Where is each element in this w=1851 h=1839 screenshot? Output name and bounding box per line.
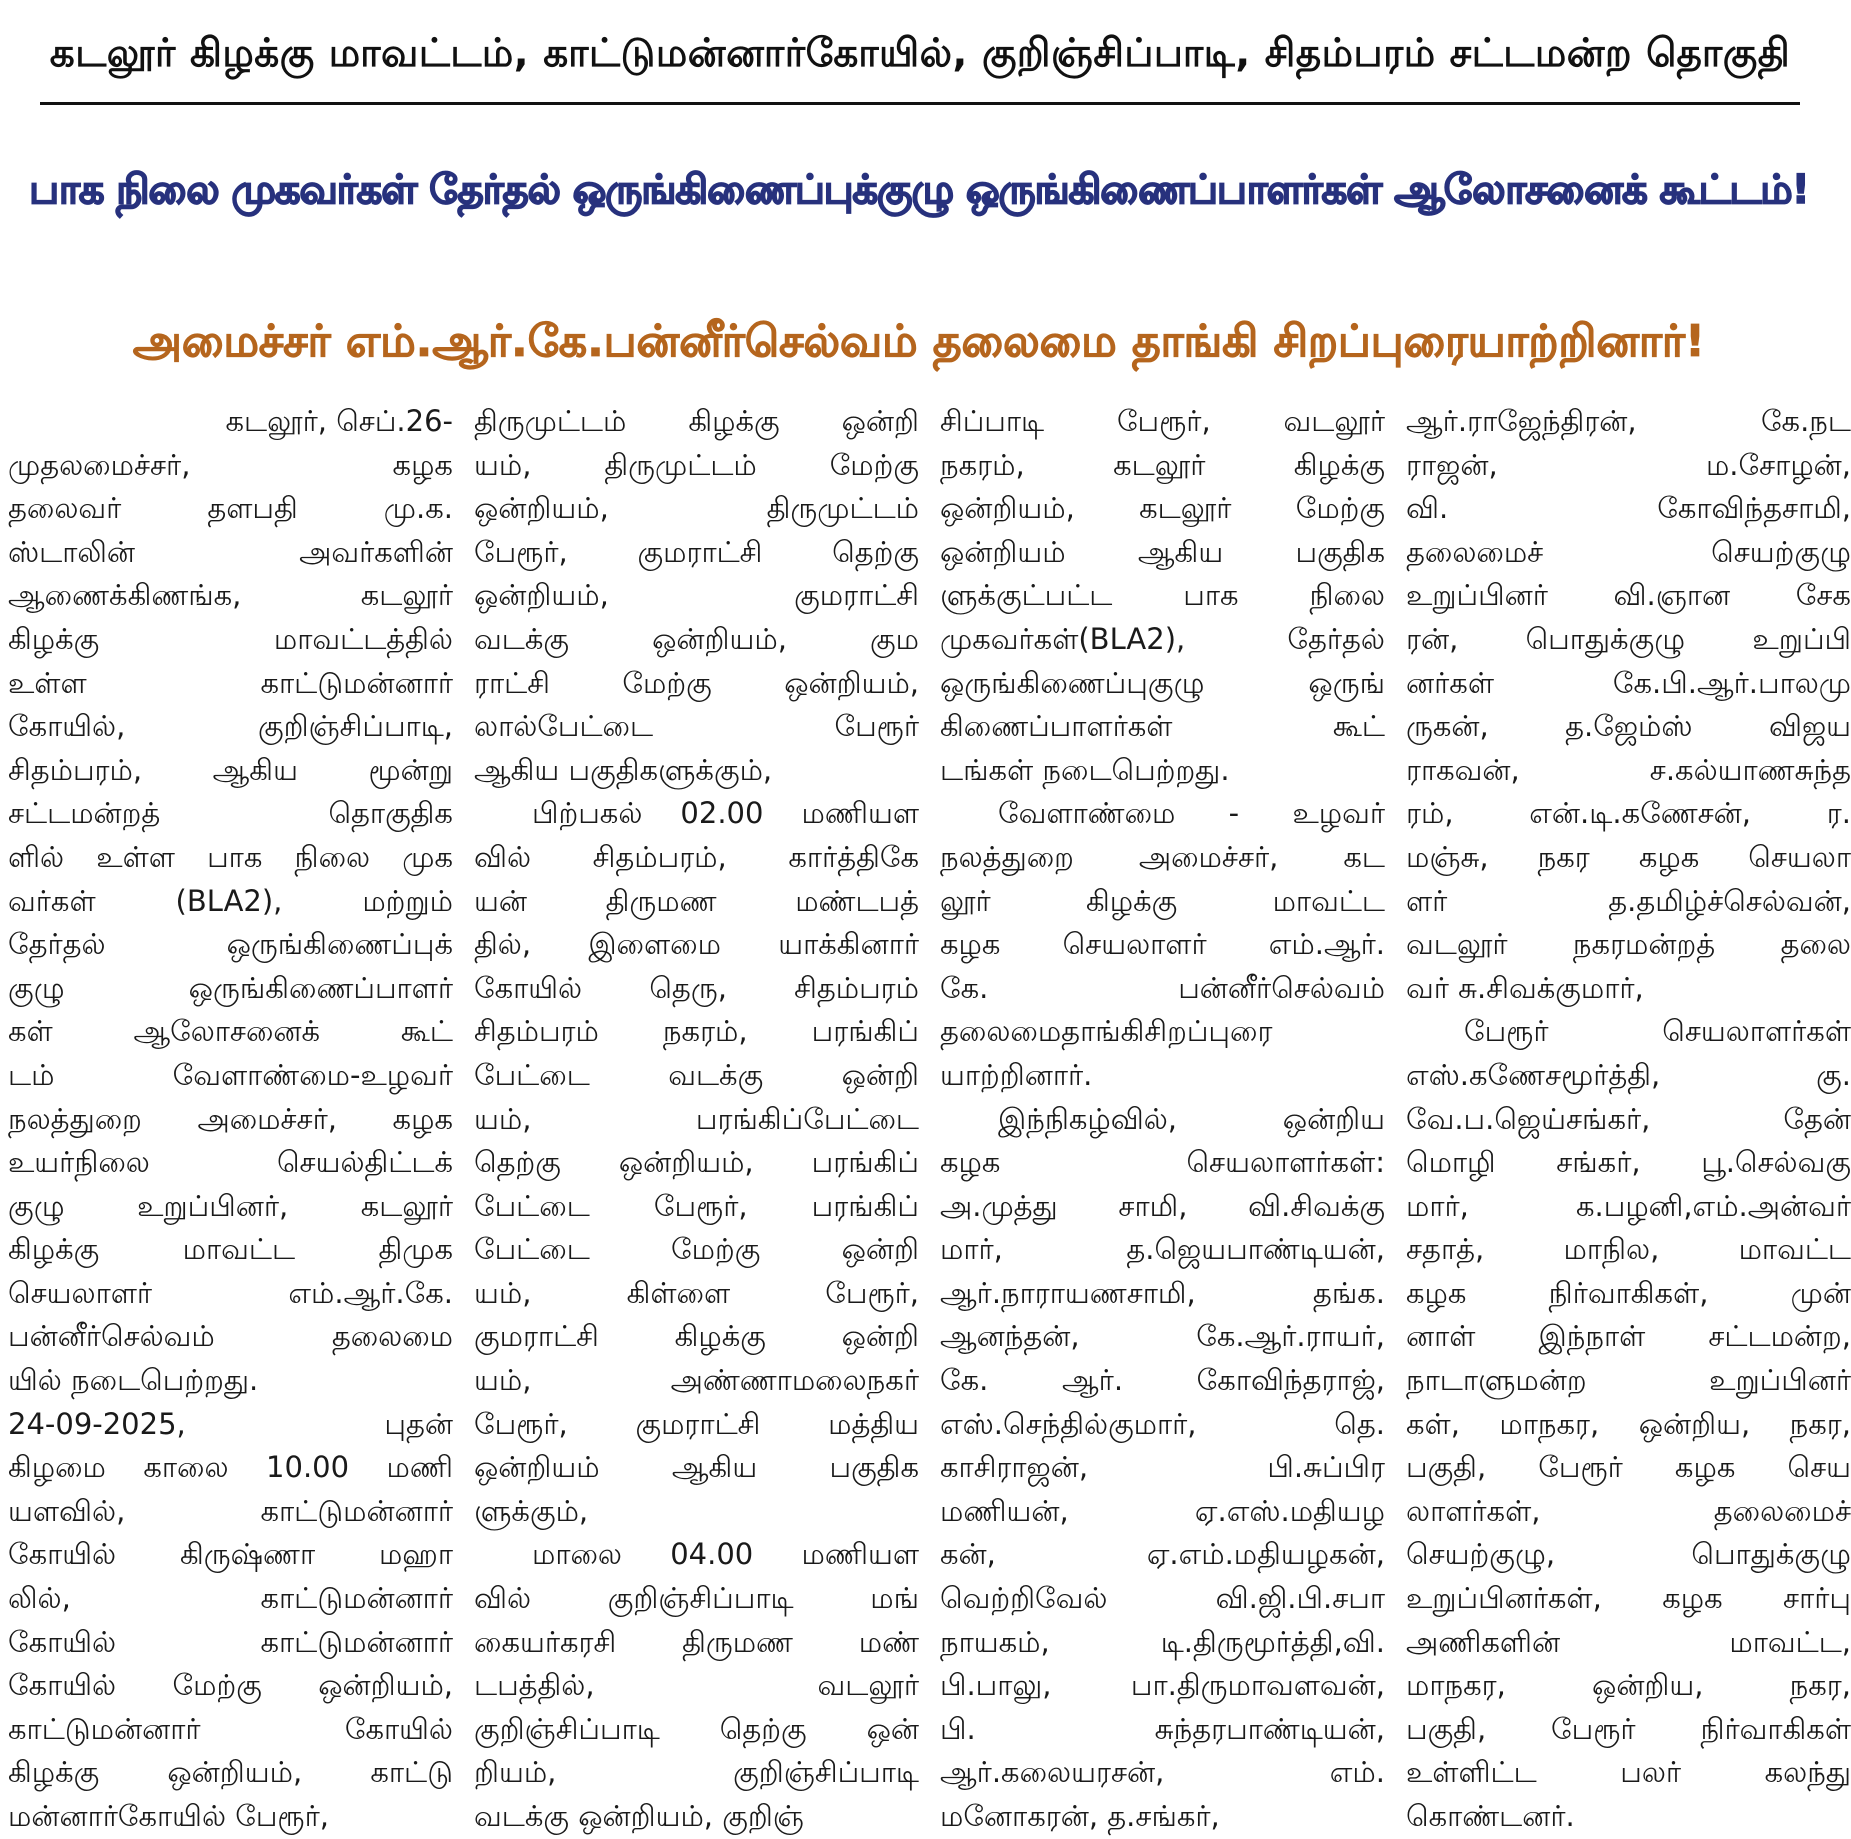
article-column-2 <box>474 400 919 1833</box>
article-line: சட்டமன்றத் தொகுதிக <box>8 796 453 831</box>
article-line: மாலை 04.00 மணியள <box>532 1537 919 1572</box>
article-line: செயற்குழு, பொதுக்குழு <box>1406 1537 1851 1572</box>
article-line: நலத்துறை அமைச்சர், கட <box>940 839 1385 874</box>
article-line: வடக்கு ஒன்றியம், கும <box>474 621 919 656</box>
article-line: ளர் த.தமிழ்ச்செல்வன், <box>1406 883 1851 918</box>
kicker-line: கடலூர் கிழக்கு மாவட்டம், காட்டுமன்னார்கோயில், குறிஞ்சிப்பாடி, சிதம்பரம் சட்டமன்ற தொகுதி <box>49 31 1791 76</box>
article-line: டங்கள் நடைபெற்றது. <box>940 752 1230 787</box>
article-line: ஆணைக்கிணங்க, கடலூர் <box>8 578 453 613</box>
article-line: ஆனந்தன், கே.ஆர்.ராயர், <box>940 1319 1385 1354</box>
article-line: நாடாளுமன்ற உறுப்பினர் <box>1406 1363 1851 1398</box>
article-line: பகுதி, பேரூர் கழக செய <box>1406 1450 1851 1485</box>
article-line: யம், திருமுட்டம் மேற்கு <box>474 447 919 482</box>
article-line: ஆர்.கலையரசன், எம். <box>940 1755 1385 1790</box>
article-line: யன் திருமண மண்டபத் <box>474 883 919 918</box>
article-line: னர்கள் கே.பி.ஆர்.பாலமு <box>1406 665 1851 700</box>
article-line: குமராட்சி கிழக்கு ஒன்றி <box>474 1319 919 1354</box>
article-line: சிப்பாடி பேரூர், வடலூர் <box>940 404 1385 438</box>
article-line: கழக செயலாளர் எம்.ஆர். <box>940 927 1385 962</box>
article-line: யாற்றினார். <box>940 1057 1093 1092</box>
article-line: ரன், பொதுக்குழு உறுப்பி <box>1406 621 1851 656</box>
article-line: கிழக்கு மாவட்டத்தில் <box>8 621 453 656</box>
article-line: தேர்தல் ஒருங்கிணைப்புக் <box>8 927 453 962</box>
article-line: கிழக்கு ஒன்றியம், காட்டு <box>8 1755 453 1790</box>
article-line: ளில் உள்ள பாக நிலை முக <box>8 839 453 874</box>
article-line: பேட்டை பேரூர், பரங்கிப் <box>474 1188 919 1223</box>
article-line: பேட்டை மேற்கு ஒன்றி <box>474 1232 919 1267</box>
article-line: ரம், என்.டி.கணேசன், ர. <box>1406 796 1851 831</box>
article-line: கே. பன்னீர்செல்வம் <box>940 970 1385 1005</box>
article-line: தில், இளைமை யாக்கினார் <box>474 927 919 962</box>
article-line: நாயகம், டி.திருமூர்த்தி,வி. <box>940 1624 1385 1659</box>
article-line: சிதம்பரம், ஆகிய மூன்று <box>8 752 453 787</box>
article-line: ருகன், த.ஜேம்ஸ் விஜய <box>1406 709 1851 744</box>
article-line: தெற்கு ஒன்றியம், பரங்கிப் <box>474 1145 919 1180</box>
article-line: மன்னார்கோயில் பேரூர், <box>8 1799 329 1833</box>
article-line: சதாத், மாநில, மாவட்ட <box>1406 1232 1851 1267</box>
article-body <box>8 400 1851 1833</box>
article-line: மாநகர, ஒன்றிய, நகர, <box>1406 1668 1851 1703</box>
article-line: சிதம்பரம் நகரம், பரங்கிப் <box>474 1014 919 1049</box>
article-line: லால்பேட்டை பேரூர் <box>474 709 919 744</box>
article-line: ளுக்குட்பட்ட பாக நிலை <box>940 578 1385 613</box>
article-line: ஒருங்கிணைப்புகுழு ஒருங் <box>940 665 1385 700</box>
article-line: கே. ஆர். கோவிந்தராஜ், <box>940 1363 1385 1398</box>
article-line: இந்நிகழ்வில், ஒன்றிய <box>998 1101 1385 1136</box>
article-line: யம், பரங்கிப்பேட்டை <box>474 1101 919 1136</box>
article-line: காசிராஜன், பி.சுப்பிர <box>940 1450 1385 1485</box>
article-line: பி.பாலு, பா.திருமாவளவன், <box>940 1668 1385 1703</box>
article-line: தலைமைதாங்கிசிறப்புரை <box>940 1014 1273 1049</box>
article-line: வர் சு.சிவக்குமார், <box>1406 970 1644 1005</box>
article-line: வே.ப.ஜெய்சங்கர், தேன் <box>1406 1101 1851 1136</box>
article-line: பேட்டை வடக்கு ஒன்றி <box>474 1057 919 1092</box>
article-line: முதலமைச்சர், கழக <box>8 447 453 482</box>
article-line: றியம், குறிஞ்சிப்பாடி <box>474 1755 919 1790</box>
article-line: கோயில் கிருஷ்ணா மஹா <box>8 1537 453 1572</box>
article-line: செயலாளர் எம்.ஆர்.கே. <box>8 1275 453 1310</box>
article-line: கிழமை காலை 10.00 மணி <box>8 1450 453 1485</box>
article-line: குழு ஒருங்கிணைப்பாளர் <box>8 970 453 1005</box>
article-line: டம் வேளாண்மை-உழவர் <box>8 1057 453 1092</box>
article-line: கள், மாநகர, ஒன்றிய, நகர, <box>1406 1406 1851 1441</box>
article-line: வடக்கு ஒன்றியம், குறிஞ் <box>474 1799 804 1833</box>
article-line: ஒன்றியம், திருமுட்டம் <box>474 491 919 526</box>
article-line: யம், கிள்ளை பேரூர், <box>474 1275 919 1310</box>
article-line: கன், ஏ.எம்.மதியழகன், <box>940 1537 1385 1572</box>
article-line: யம், அண்ணாமலைநகர் <box>474 1363 919 1398</box>
article-line: பேரூர் செயலாளர்கள் <box>1464 1014 1851 1049</box>
article-line: உயர்நிலை செயல்திட்டக் <box>8 1145 453 1180</box>
article-line: கடலூர், செப்.26- <box>225 404 453 438</box>
headline: பாக நிலை முகவர்கள் தேர்தல் ஒருங்கிணைப்புக்குழு ஒருங்கிணைப்பாளர்கள் ஆலோசனைக் கூட்டம்! <box>29 167 1809 213</box>
article-line: கோயில் காட்டுமன்னார் <box>8 1624 453 1659</box>
article-line: பன்னீர்செல்வம் தலைமை <box>8 1319 453 1354</box>
article-line: யளவில், காட்டுமன்னார் <box>8 1493 453 1528</box>
article-line: எஸ்.செந்தில்குமார், தெ. <box>940 1406 1385 1441</box>
article-line: நலத்துறை அமைச்சர், கழக <box>8 1101 453 1136</box>
article-line: அ.முத்து சாமி, வி.சிவக்கு <box>940 1188 1385 1223</box>
article-line: கிழக்கு மாவட்ட திமுக <box>8 1232 453 1267</box>
article-line: மார், த.ஜெயபாண்டியன், <box>940 1232 1385 1267</box>
article-line: காட்டுமன்னார் கோயில் <box>8 1711 453 1746</box>
article-line: ஸ்டாலின் அவர்களின் <box>8 534 453 569</box>
article-column-1 <box>8 400 453 1833</box>
article-line: கோயில் மேற்கு ஒன்றியம், <box>8 1668 453 1703</box>
article-line: உள்ளிட்ட பலர் கலந்து <box>1406 1755 1851 1790</box>
article-line: னாள் இந்நாள் சட்டமன்ற, <box>1406 1319 1851 1354</box>
article-line: வில் குறிஞ்சிப்பாடி மங் <box>474 1581 919 1616</box>
article-line: பேரூர், குமராட்சி மத்திய <box>474 1406 919 1441</box>
article-line: கோயில், குறிஞ்சிப்பாடி, <box>8 709 453 744</box>
article-line: கொண்டனர். <box>1406 1799 1575 1833</box>
header-rule <box>40 102 1800 105</box>
subheadline: அமைச்சர் எம்.ஆர்.கே.பன்னீர்செல்வம் தலைமை தாங்கி சிறப்புரையாற்றினார்! <box>132 316 1706 367</box>
article-column-4 <box>1406 400 1851 1833</box>
article-line: கோயில் தெரு, சிதம்பரம் <box>474 970 919 1005</box>
article-line: ராஜன், ம.சோழன், <box>1406 447 1851 482</box>
article-line: தலைமைச் செயற்குழு <box>1406 534 1851 569</box>
article-line: கையர்கரசி திருமண மண் <box>474 1624 919 1659</box>
article-line: வெற்றிவேல் வி.ஜி.பி.சபா <box>940 1581 1385 1616</box>
article-line: வில் சிதம்பரம், கார்த்திகே <box>474 839 919 874</box>
article-line: பிற்பகல் 02.00 மணியள <box>532 796 919 831</box>
article-line: எஸ்.கணேசமூர்த்தி, கு. <box>1406 1057 1851 1092</box>
article-line: வடலூர் நகரமன்றத் தலை <box>1406 927 1851 962</box>
article-line: ஒன்றியம், குமராட்சி <box>474 578 919 613</box>
article-line: கழக நிர்வாகிகள், முன் <box>1406 1275 1851 1310</box>
article-line: ஆர்.ராஜேந்திரன், கே.நட <box>1406 404 1851 438</box>
article-line: ஆகிய பகுதிகளுக்கும், <box>474 752 773 787</box>
article-line: வேளாண்மை - உழவர் <box>998 796 1385 831</box>
article-line: குழு உறுப்பினர், கடலூர் <box>8 1188 453 1223</box>
article-line: ராட்சி மேற்கு ஒன்றியம், <box>474 665 919 700</box>
article-line: குறிஞ்சிப்பாடி தெற்கு ஒன் <box>474 1711 919 1746</box>
article-line: பகுதி, பேரூர் நிர்வாகிகள் <box>1406 1711 1851 1746</box>
article-line: டபத்தில், வடலூர் <box>474 1668 919 1703</box>
article-line: உறுப்பினர் வி.ஞான சேக <box>1406 578 1851 613</box>
article-line: மொழி சங்கர், பூ.செல்வகு <box>1406 1145 1851 1180</box>
article-line: ளுக்கும், <box>474 1493 589 1528</box>
article-line: ஒன்றியம், கடலூர் மேற்கு <box>940 491 1385 526</box>
article-line: லில், காட்டுமன்னார் <box>8 1581 453 1616</box>
article-line: மார், க.பழனி,எம்.அன்வர் <box>1406 1188 1851 1223</box>
article-line: கள் ஆலோசனைக் கூட் <box>8 1014 453 1049</box>
article-line: வி. கோவிந்தசாமி, <box>1406 491 1851 526</box>
article-line: மஞ்சு, நகர கழக செயலா <box>1406 839 1851 874</box>
article-line: மணியன், ஏ.எஸ்.மதியழ <box>940 1493 1385 1528</box>
article-line: பி. சுந்தரபாண்டியன், <box>940 1711 1385 1746</box>
article-line: லாளர்கள், தலைமைச் <box>1406 1493 1851 1528</box>
article-line: 24-09-2025, புதன் <box>8 1406 453 1441</box>
article-line: வர்கள் (BLA2), மற்றும் <box>8 883 453 918</box>
article-line: கிணைப்பாளர்கள் கூட் <box>940 709 1385 744</box>
article-line: ஒன்றியம் ஆகிய பகுதிக <box>474 1450 919 1485</box>
article-line: தலைவர் தளபதி மு.க. <box>8 491 453 526</box>
article-line: ராகவன், ச.கல்யாணசுந்த <box>1406 752 1851 787</box>
article-line: நகரம், கடலூர் கிழக்கு <box>940 447 1385 482</box>
article-line: அணிகளின் மாவட்ட, <box>1406 1624 1851 1659</box>
article-line: யில் நடைபெற்றது. <box>8 1363 259 1398</box>
article-line: திருமுட்டம் கிழக்கு ஒன்றி <box>474 404 919 438</box>
article-line: கழக செயலாளர்கள்: <box>940 1145 1385 1180</box>
article-column-3 <box>940 400 1385 1833</box>
article-line: முகவர்கள்(BLA2), தேர்தல் <box>940 621 1385 656</box>
article-line: உறுப்பினர்கள், கழக சார்பு <box>1406 1581 1851 1616</box>
article-line: உள்ள காட்டுமன்னார் <box>8 665 453 700</box>
article-line: பேரூர், குமராட்சி தெற்கு <box>474 534 919 569</box>
article-line: ஒன்றியம் ஆகிய பகுதிக <box>940 534 1385 569</box>
article-line: மனோகரன், த.சங்கர், <box>940 1799 1220 1833</box>
article-line: லூர் கிழக்கு மாவட்ட <box>940 883 1385 918</box>
article-line: ஆர்.நாராயணசாமி, தங்க. <box>940 1275 1385 1310</box>
